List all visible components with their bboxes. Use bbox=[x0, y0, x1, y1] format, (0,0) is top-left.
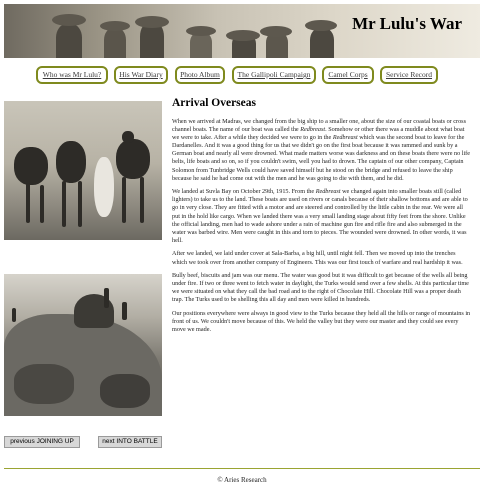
text: which was the second boat to leave for the Dardanelles. And it was a good thing for us that we didn't go on the first boat because it was rammed and sunk by a German boat and nearly all were drowned. What made matters worse was darkness and on these boats there were no life belts, life boats and so on, so if you couldn't swim, well you had to drown. The captain of our other company, Captain Solomon from Tunbridge Wells could have saved himself but he stood on the bridge and refused to leave the ship because he said he had come out with the men and he was going to die with them, and he did. bbox=[172, 134, 470, 182]
nav-service-record[interactable]: Service Record bbox=[380, 66, 438, 84]
paragraph: After we landed, we laid under cover at Sala-Barba, a big hill, until night fell. Then we moved up into the trenches which we took over from another company of Engineers. This was our first touch of warfare and real hardship it was. bbox=[172, 250, 463, 266]
ship-name: Redbreast bbox=[315, 188, 341, 196]
camel-corps-photo bbox=[4, 101, 162, 240]
paragraph: Bully beef, biscuits and jam was our menu. The water was good but it was difficult to get because of the wells all being under fire. If two or three went to fetch water in daylight, the Turks would send over a few shells. At this particular time we were situated on what they call the bad road and to the right of Chocolate Hill. Chocolate Hill was a proper death trap. The Turks used to be shelling this all day and men were killed in hundreds. bbox=[172, 272, 469, 304]
paragraph bbox=[172, 118, 472, 183]
text: we changed again into smaller boats still (called lighters) to take us to the land. These boats are used on rivers or canals because of their shallow bottoms and are able to go in very close. They are fitted with a motor and are steered and controlled by the little cabin in the rear. We were all put in the hold like cargo. When we landed there was a very small landing stage about fifty feet from the shore. Unlike the official landing, men had to wade ashore under a rain of machine gun fire and rifle fire and also submerged in the water was barbed wire. Men were caught in this and torn to pieces. The wounded were drowned. In other words, it was hell. bbox=[172, 188, 468, 244]
text: . Somehow or other there was a muddle about what boat we were to take. After a while they decided we were to go in the bbox=[172, 126, 465, 142]
nav-camel-corps[interactable]: Camel Corps bbox=[322, 66, 374, 84]
gallipoli-landscape-photo bbox=[4, 274, 162, 416]
main-nav bbox=[36, 66, 466, 84]
paragraph: Our positions everywhere were always in good view to the Turks because they held all the hills or range of mountains in front of us. We couldn't move because of this. We held the valley but they were our master and they could see every move we made. bbox=[172, 309, 471, 334]
site-title: Mr Lulu's War bbox=[352, 14, 462, 33]
paragraph bbox=[172, 188, 472, 245]
nav-photo-album[interactable]: Photo Album bbox=[175, 66, 225, 84]
text: We landed at Suvla Bay on October 29th, 1915. From the bbox=[172, 188, 316, 196]
site-banner bbox=[4, 4, 480, 58]
ship-name: Redbreast bbox=[332, 134, 358, 142]
footer-divider bbox=[4, 468, 480, 469]
nav-gallipoli-campaign[interactable]: The Gallipoli Campaign bbox=[232, 66, 316, 84]
nav-who-was-mr-lulu[interactable]: Who was Mr Lulu? bbox=[36, 66, 108, 84]
article-body bbox=[172, 118, 472, 340]
text: When we arrived at Madras, we changed from the big ship to a smaller one, about the size of our coastal boats or cross channel boats. The name of our boat was called the bbox=[172, 118, 466, 134]
next-page-button[interactable]: next INTO BATTLE bbox=[98, 436, 162, 448]
copyright-notice: © Aries Research bbox=[217, 476, 267, 484]
previous-page-button[interactable]: previous JOINING UP bbox=[4, 436, 80, 448]
ship-name: Redbreast bbox=[300, 126, 326, 134]
article-heading: Arrival Overseas bbox=[172, 97, 256, 109]
nav-his-war-diary[interactable]: His War Diary bbox=[114, 66, 168, 84]
